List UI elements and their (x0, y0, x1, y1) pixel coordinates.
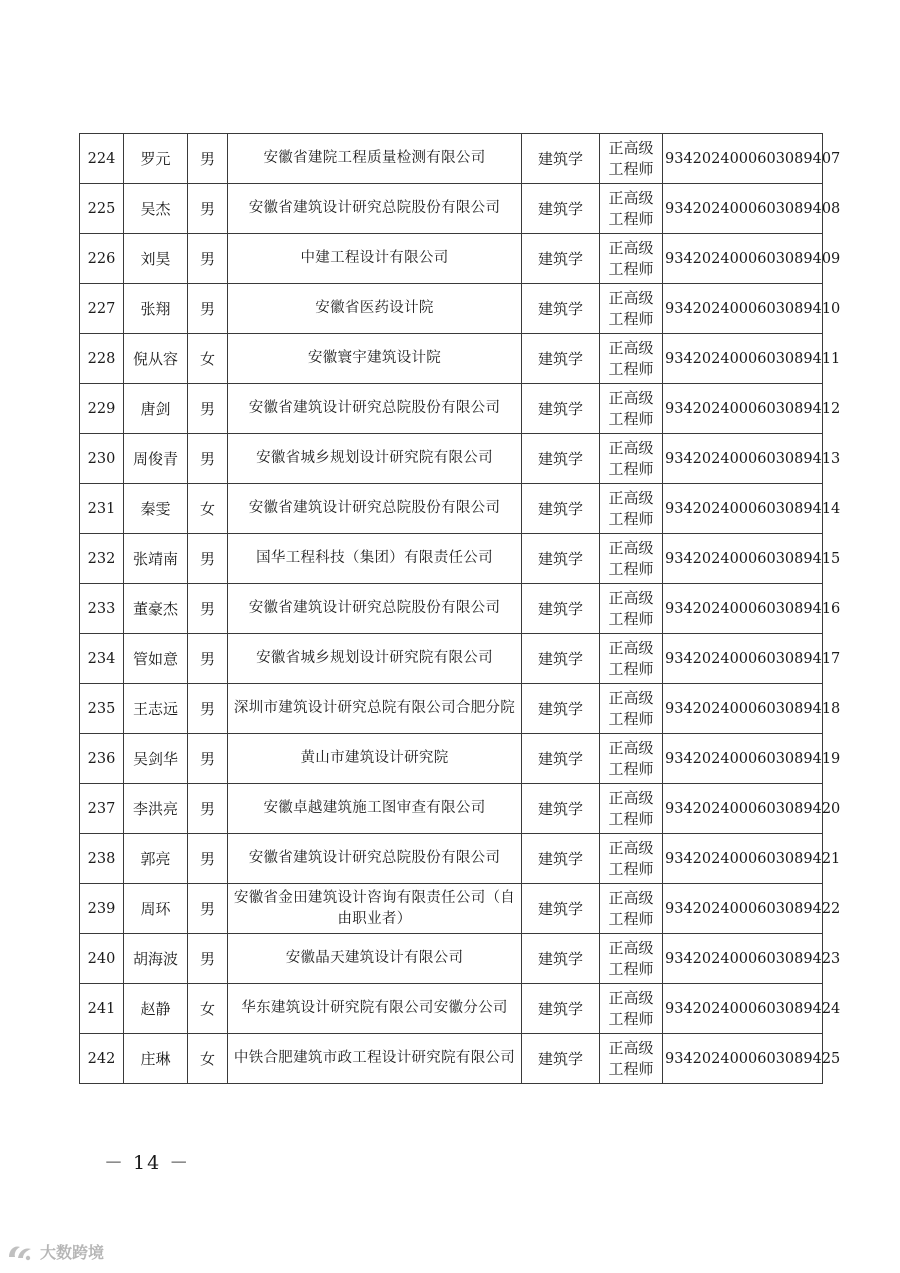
cell-certificate-number: 9342024000603089418 (663, 684, 823, 734)
roster-body (80, 134, 841, 1084)
cell-gender: 男 (188, 934, 228, 984)
cell-professional-title: 正高级工程师 (600, 734, 663, 784)
cell-certificate-number: 9342024000603089412 (663, 384, 823, 434)
cell-serial-number: 234 (80, 634, 124, 684)
cell-name: 吴杰 (124, 184, 188, 234)
table-row (80, 784, 823, 834)
cell-professional-title: 正高级工程师 (600, 984, 663, 1034)
cell-professional-title: 正高级工程师 (600, 634, 663, 684)
cell-serial-number: 241 (80, 984, 124, 1034)
cell-certificate-number: 9342024000603089409 (663, 234, 823, 284)
cell-gender: 男 (188, 184, 228, 234)
cell-professional-title: 正高级工程师 (600, 534, 663, 584)
cell-certificate-number: 9342024000603089416 (663, 584, 823, 634)
cell-professional-title: 正高级工程师 (600, 134, 663, 184)
cell-specialty: 建筑学 (522, 784, 600, 834)
cell-serial-number: 226 (80, 234, 124, 284)
cell-certificate-number: 9342024000603089422 (663, 884, 823, 934)
cell-gender: 男 (188, 634, 228, 684)
cell-serial-number: 224 (80, 134, 124, 184)
cell-name: 李洪亮 (124, 784, 188, 834)
cell-professional-title: 正高级工程师 (600, 184, 663, 234)
cell-gender: 男 (188, 734, 228, 784)
cell-serial-number: 230 (80, 434, 124, 484)
cell-serial-number: 239 (80, 884, 124, 934)
cell-work-unit: 安徽省城乡规划设计研究院有限公司 (228, 634, 522, 684)
cell-professional-title: 正高级工程师 (600, 484, 663, 534)
cell-gender: 女 (188, 334, 228, 384)
cell-work-unit: 黄山市建筑设计研究院 (228, 734, 522, 784)
cell-gender: 男 (188, 284, 228, 334)
cell-work-unit: 安徽晶天建筑设计有限公司 (228, 934, 522, 984)
cell-certificate-number: 9342024000603089407 (663, 134, 823, 184)
cell-professional-title: 正高级工程师 (600, 284, 663, 334)
cell-specialty: 建筑学 (522, 384, 600, 434)
watermark (6, 1240, 104, 1263)
cell-serial-number: 231 (80, 484, 124, 534)
cell-work-unit: 中建工程设计有限公司 (228, 234, 522, 284)
roster-table (79, 133, 841, 1084)
cell-specialty: 建筑学 (522, 584, 600, 634)
cell-serial-number: 237 (80, 784, 124, 834)
table-row (80, 584, 823, 634)
table-row (80, 234, 823, 284)
table-row (80, 334, 823, 384)
cell-certificate-number: 9342024000603089414 (663, 484, 823, 534)
cell-work-unit: 安徽省建筑设计研究总院股份有限公司 (228, 484, 522, 534)
cell-work-unit: 中铁合肥建筑市政工程设计研究院有限公司 (228, 1034, 522, 1084)
cell-certificate-number: 9342024000603089421 (663, 834, 823, 884)
cell-gender: 男 (188, 784, 228, 834)
cell-serial-number: 236 (80, 734, 124, 784)
cell-gender: 男 (188, 534, 228, 584)
cell-gender: 男 (188, 884, 228, 934)
cell-specialty: 建筑学 (522, 434, 600, 484)
cell-serial-number: 242 (80, 1034, 124, 1084)
cell-serial-number: 225 (80, 184, 124, 234)
cell-professional-title: 正高级工程师 (600, 934, 663, 984)
cell-name: 周俊青 (124, 434, 188, 484)
cell-serial-number: 229 (80, 384, 124, 434)
table-row (80, 284, 823, 334)
cell-work-unit: 安徽寰宇建筑设计院 (228, 334, 522, 384)
cell-gender: 男 (188, 584, 228, 634)
table-row (80, 1034, 823, 1084)
cell-work-unit: 安徽省医药设计院 (228, 284, 522, 334)
page-number: － 14 － (104, 1152, 191, 1174)
cell-serial-number: 227 (80, 284, 124, 334)
cell-specialty: 建筑学 (522, 284, 600, 334)
cell-serial-number: 232 (80, 534, 124, 584)
cell-name: 刘昊 (124, 234, 188, 284)
cell-professional-title: 正高级工程师 (600, 384, 663, 434)
cell-work-unit: 华东建筑设计研究院有限公司安徽分公司 (228, 984, 522, 1034)
cell-specialty: 建筑学 (522, 1034, 600, 1084)
table-row (80, 884, 823, 934)
cell-work-unit: 安徽省建院工程质量检测有限公司 (228, 134, 522, 184)
cell-certificate-number: 9342024000603089424 (663, 984, 823, 1034)
cell-professional-title: 正高级工程师 (600, 884, 663, 934)
cell-specialty: 建筑学 (522, 934, 600, 984)
cell-work-unit: 安徽省建筑设计研究总院股份有限公司 (228, 184, 522, 234)
cell-gender: 女 (188, 984, 228, 1034)
cell-name: 秦雯 (124, 484, 188, 534)
cell-work-unit: 安徽省建筑设计研究总院股份有限公司 (228, 834, 522, 884)
table-row (80, 134, 823, 184)
cell-name: 张靖南 (124, 534, 188, 584)
cell-gender: 男 (188, 434, 228, 484)
cell-specialty: 建筑学 (522, 234, 600, 284)
cell-specialty: 建筑学 (522, 334, 600, 384)
cell-certificate-number: 9342024000603089423 (663, 934, 823, 984)
cell-certificate-number: 9342024000603089415 (663, 534, 823, 584)
cell-work-unit: 安徽省建筑设计研究总院股份有限公司 (228, 584, 522, 634)
cell-serial-number: 233 (80, 584, 124, 634)
cell-name: 张翔 (124, 284, 188, 334)
cell-gender: 女 (188, 1034, 228, 1084)
cell-gender: 男 (188, 834, 228, 884)
cell-professional-title: 正高级工程师 (600, 834, 663, 884)
cell-professional-title: 正高级工程师 (600, 234, 663, 284)
cell-work-unit: 安徽省金田建筑设计咨询有限责任公司（自由职业者） (228, 884, 522, 934)
table-row (80, 534, 823, 584)
watermark-logo-icon (6, 1241, 36, 1263)
cell-specialty: 建筑学 (522, 484, 600, 534)
cell-professional-title: 正高级工程师 (600, 1034, 663, 1084)
cell-work-unit: 深圳市建筑设计研究总院有限公司合肥分院 (228, 684, 522, 734)
cell-gender: 男 (188, 134, 228, 184)
cell-certificate-number: 9342024000603089411 (663, 334, 823, 384)
cell-work-unit: 安徽卓越建筑施工图审查有限公司 (228, 784, 522, 834)
cell-gender: 男 (188, 384, 228, 434)
table-row (80, 734, 823, 784)
cell-certificate-number: 9342024000603089425 (663, 1034, 823, 1084)
cell-professional-title: 正高级工程师 (600, 584, 663, 634)
cell-name: 王志远 (124, 684, 188, 734)
cell-work-unit: 国华工程科技（集团）有限责任公司 (228, 534, 522, 584)
cell-specialty: 建筑学 (522, 634, 600, 684)
table-row (80, 934, 823, 984)
table-row (80, 434, 823, 484)
cell-specialty: 建筑学 (522, 984, 600, 1034)
cell-work-unit: 安徽省城乡规划设计研究院有限公司 (228, 434, 522, 484)
cell-certificate-number: 9342024000603089413 (663, 434, 823, 484)
cell-specialty: 建筑学 (522, 534, 600, 584)
table-row (80, 984, 823, 1034)
table-row (80, 634, 823, 684)
cell-specialty: 建筑学 (522, 884, 600, 934)
cell-certificate-number: 9342024000603089417 (663, 634, 823, 684)
cell-professional-title: 正高级工程师 (600, 684, 663, 734)
table-row (80, 484, 823, 534)
cell-name: 胡海波 (124, 934, 188, 984)
cell-certificate-number: 9342024000603089419 (663, 734, 823, 784)
table-row (80, 384, 823, 434)
cell-serial-number: 238 (80, 834, 124, 884)
cell-name: 唐剑 (124, 384, 188, 434)
cell-serial-number: 240 (80, 934, 124, 984)
table-row (80, 684, 823, 734)
cell-name: 周环 (124, 884, 188, 934)
cell-name: 倪从容 (124, 334, 188, 384)
cell-name: 管如意 (124, 634, 188, 684)
cell-certificate-number: 9342024000603089408 (663, 184, 823, 234)
cell-name: 庄琳 (124, 1034, 188, 1084)
cell-certificate-number: 9342024000603089410 (663, 284, 823, 334)
cell-specialty: 建筑学 (522, 134, 600, 184)
cell-name: 董豪杰 (124, 584, 188, 634)
cell-work-unit: 安徽省建筑设计研究总院股份有限公司 (228, 384, 522, 434)
cell-specialty: 建筑学 (522, 184, 600, 234)
cell-certificate-number: 9342024000603089420 (663, 784, 823, 834)
table-row (80, 184, 823, 234)
cell-name: 赵静 (124, 984, 188, 1034)
cell-professional-title: 正高级工程师 (600, 434, 663, 484)
cell-specialty: 建筑学 (522, 834, 600, 884)
cell-specialty: 建筑学 (522, 684, 600, 734)
cell-name: 吴剑华 (124, 734, 188, 784)
cell-professional-title: 正高级工程师 (600, 334, 663, 384)
cell-gender: 男 (188, 684, 228, 734)
cell-serial-number: 235 (80, 684, 124, 734)
table-row (80, 834, 823, 884)
cell-serial-number: 228 (80, 334, 124, 384)
cell-gender: 男 (188, 234, 228, 284)
cell-name: 郭亮 (124, 834, 188, 884)
watermark-text: 大数跨境 (40, 1243, 105, 1262)
cell-gender: 女 (188, 484, 228, 534)
cell-specialty: 建筑学 (522, 734, 600, 784)
cell-name: 罗元 (124, 134, 188, 184)
cell-professional-title: 正高级工程师 (600, 784, 663, 834)
